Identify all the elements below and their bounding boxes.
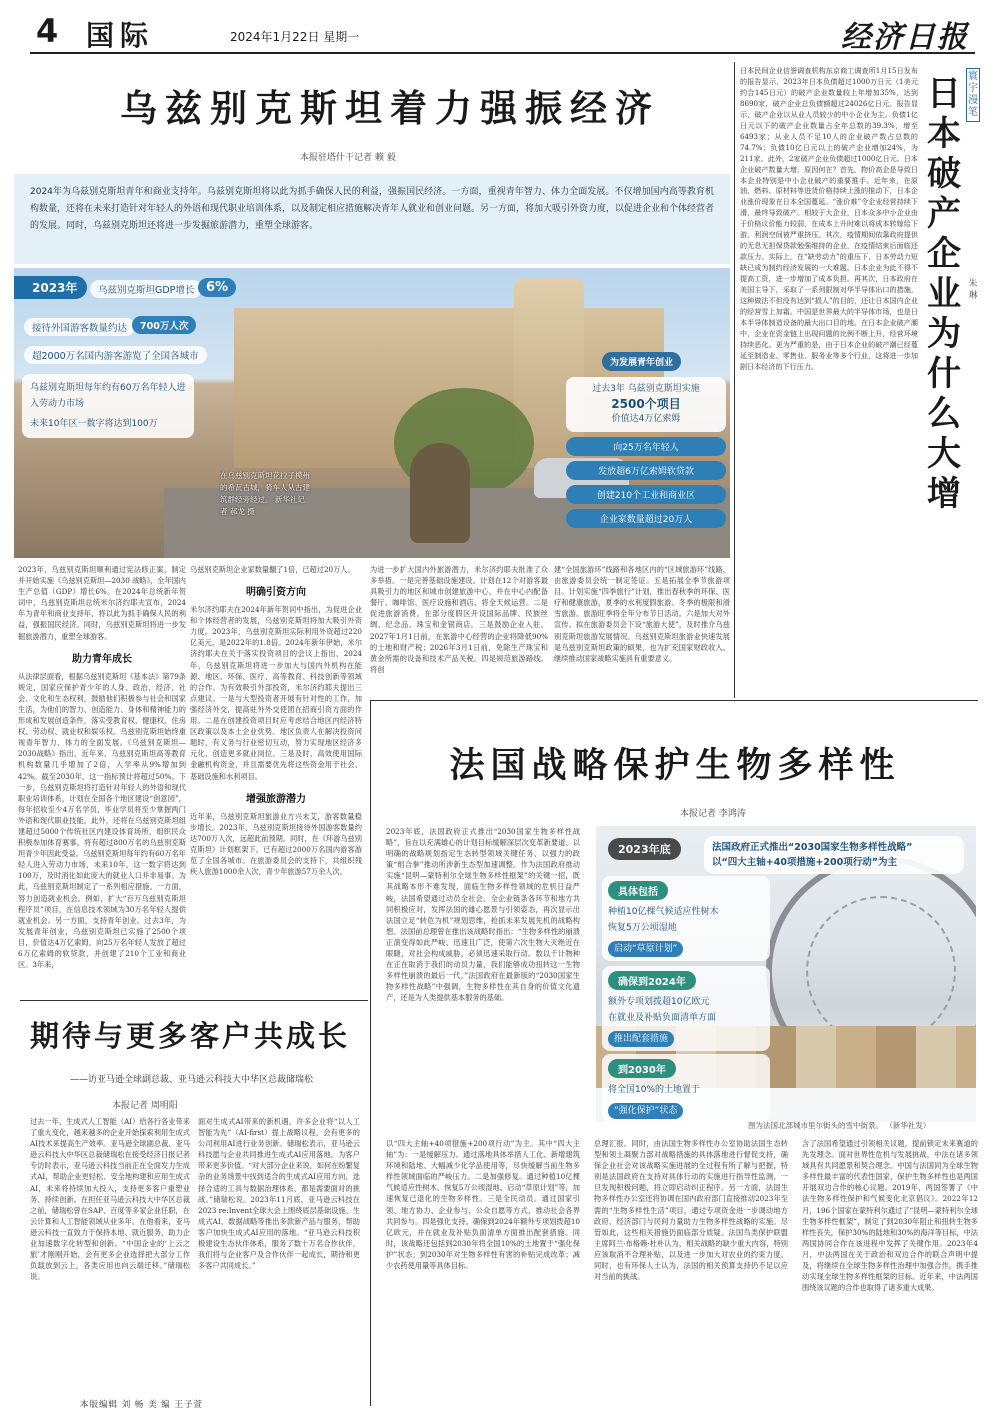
newspaper-logo: 经济日报 <box>841 20 969 55</box>
subheading-youth: 助力青年成长 <box>72 653 132 665</box>
industrial-zones: 创建210个工业和商业区 <box>566 485 726 504</box>
measure-grassland: 启动“草原计划” <box>608 941 683 957</box>
france-column-4 <box>802 1138 978 1410</box>
ferris-wheel-inner <box>806 896 956 1046</box>
section-divider <box>20 1000 368 1001</box>
page-footer-editors: 本版编辑 刘 畅 美 编 王子萱 <box>80 1400 204 1410</box>
goal-measures: 推出配套措施 <box>608 1031 674 1047</box>
goal-subsidy: 在就业及补贴负面清单方面 <box>608 1013 717 1023</box>
measure-wetlands: 恢复5万公顷湿地 <box>608 923 677 933</box>
youth-stat: 乌兹别克斯坦每年约有60万名年轻人进入劳动力市场 <box>30 383 186 409</box>
goal-2030-box <box>602 1054 770 1123</box>
paragraph: 乌兹别克斯坦企业家数量翻了1倍，已超过20万人。 <box>190 565 355 574</box>
japan-headline: 日本破产企业为什么大增 <box>927 74 961 514</box>
uzbekistan-column-2 <box>190 564 362 992</box>
year-badge: 2023年 <box>14 276 87 299</box>
gdp-label: 乌兹别克斯坦GDP增长 <box>90 280 202 298</box>
column-divider <box>734 62 735 698</box>
announce-line1: 法国政府正式推出“2030国家生物多样性战略” <box>712 842 913 853</box>
projects-line1: 过去3年 乌兹别克斯坦实施 <box>592 384 700 394</box>
amazon-byline: 本报记者 周明阳 <box>112 1101 178 1111</box>
japan-commentary-header <box>920 66 980 666</box>
uzbekistan-headline: 乌兹别克斯坦着力强振经济 <box>120 87 660 130</box>
column-divider <box>370 700 371 1406</box>
paragraph: 总理汇报。同时，由法国生物多样性办公室协助法国生态转型和领土凝聚力部对战略措施的具体落地进行督促支持，确保企业社会对该战略实施进展的全过程有所了解与把握，特别是法国政府在支持对具体行动的实施进行指导性监测，一旦发现积极问题，将立即启动纠正程序。另一方面，法国生物多样性办公室还将协调在国内政府部门直接推动2023年至需的“生物多样性生活”项目，通过专项资金进一步调动地方政府、经济部门与民间力量助力生物多样性战略的实施。尽管如此，这些相关措施仍面临部分质疑。法国鸟类保护联盟主席阿兰·布格赖·杜朴认为，相关战略的缺少重大内容，特别应该取消不合理补贴，以及进一步加大对农业的约束力度。同时，也有环保人士认为，法国的相关预算支持仍不足以应对当前的挑战。 <box>594 1139 788 1282</box>
paragraph: 从法律层面看，根据乌兹别克斯坦《基本法》第79条规定，国家应保护青少年的人身、政治、经济、社会、文化和生态权利，鼓励他们积极参与社会和国家生活，为他们的智力、创造能力、身体和精神能力的形成和发展创造条件，落实受教育权、健康权、住房权、劳动权、就业权和娱乐权。乌兹别克斯坦始终重视青年智力、体力的全面发展。《乌兹别克斯坦—2030战略》指出，近年来，乌兹别克斯坦高等教育机构数量几乎增加了2倍，入学率从9%增加到42%。截至2030年，这一指标预计将超过50%。下一步，乌兹别克斯坦将打造针对年轻人的外语和现代职业培训体系，计划在全国各个地区建设“创意园”，每年招收至少4万名学员，毕业学员将至少掌握两门外语和现代职业技能。此外，还将在乌兹别克斯坦组建超过5000个传统社区内建设体育场所，组织民众积极参加体育赛事，将有超过800万名的乌兹别克斯坦青少年因此受益。乌兹别克斯坦每年约有60万名年轻人进入劳动力市场，未来10年，这一数字将达到100万，及时消化如此庞大的就业人口并非易事。为此，乌兹别克斯坦制定了一系列相应措施。一方面，努力创造就业机会。例如，扩大“百万乌兹别克斯坦程序员”项目，在信息技术领域为30万名年轻人提供就业机会。另一方面，支持青年创业。过去3年，为发展青年创业，乌兹别克斯坦已实施了2500个项目，价值达4万亿索姆，向25万名年轻人发放了超过6万亿索姆的软贷款，并创建了210个工业和商业区。3年来， <box>18 671 186 970</box>
future-stat: 未来10年区一数字将达到100万 <box>30 419 158 429</box>
announce-line2: 以“四大主轴+40项措施+200项行动”为主 <box>712 857 897 868</box>
column-tag: 寰宇漫笔 <box>966 68 980 122</box>
japan-author: 朱琳 <box>968 279 978 301</box>
projects-line2: 2500个项目 <box>611 397 681 411</box>
panel-heading: 为发展青年创业 <box>602 352 681 371</box>
amazon-headline: 期待与更多客户共成长 <box>30 1019 351 1053</box>
paragraph: 以“四大主轴+40项措施+200项行动”为主。其中“四大主轴”为：一是缓解压力。通过落地具体举措人工化、新增建筑环境和陆地、大幅减少化学品使用等，尽快缓解当前生物多样性领域面临的严峻压力。二是加强修复。通过种植10亿棵气候适应性树木、恢复5万公顷湿地、启动“草原计划”等，加速恢复已退化的生物多样性。三是全民动员。通过国家引领、地方协力、企业参与、公众自愿等方式，推动社会各界共同参与。四是强化支持。确保到2024年额外专项划拨超10亿欧元，并在就业及补贴负面清单方面推出配套措施。同时，该战略还包括到2030年将全国10%的土地置于“强化保护”状态；到2030年对生物多样性有害的补贴完成改革；减少农药使用量等具体目标。 <box>386 1139 580 1271</box>
cyclist <box>410 443 470 543</box>
uzbekistan-column-3 <box>370 564 548 696</box>
loan-amount: 发放超6万亿索姆软贷款 <box>566 461 726 480</box>
tourists-value: 700万人次 <box>132 316 196 334</box>
section-title: 国际 <box>86 19 155 52</box>
section-divider <box>370 700 978 701</box>
box-heading: 确保到2024年 <box>608 971 696 990</box>
france-column-1 <box>386 826 580 1130</box>
photo-caption: 在乌兹别克斯坦花拉子模州的希瓦古城，骑车人从古建筑群经旁经过。 新华社记者 郝龙 摄 <box>220 471 310 516</box>
paragraph: 近年来，乌兹别克斯坦旅游业方兴未艾，游客数量稳步增长。2023年，乌兹别克斯坦接待外国游客数量约达700万人次，远超此前预期。同时，在《环游乌兹别克斯坦》计划框架下，已有超过2000万名国内游客游览了全国各城市。在旅游委员会的支持下，共组织残疾人旅游1000余人次，青少年旅游57万余人次。 <box>190 811 362 877</box>
projects-box <box>566 377 726 432</box>
france-column-3 <box>594 1138 788 1410</box>
box-heading: 具体包括 <box>608 881 668 900</box>
paragraph: 2023年，乌兹别克斯坦顺利通过宪法修正案，制定并开始实施《乌兹别克斯坦—2030 战略》，全年国内生产总值（GDP）增长6%。在2024年总统新年贺词中，乌兹别克斯坦总统米尔济约耶夫宣布，2024年为青年和商业支持年，将以此为抓手确保人民的利益，强振国民经济。同时，乌兹别克斯坦将进一步发掘旅游潜力，重塑全球游客。 <box>18 565 186 641</box>
youth-entrepreneurship-panel <box>566 350 726 550</box>
paragraph: 米尔济约耶夫在2024年新年贺词中指出，为促进企业和个体经营者的发展，乌兹别克斯坦将加大吸引外资力度。2023年，乌兹别克斯坦实际利用外资超过220亿美元，是2022年的1.8倍。2024年新年伊始，米尔济约耶夫在关于落实投资项目的会议上指出，2024年，乌兹别克斯坦将进一步加大与国内外机构在能源、地区、环保、医疗、高等教育、科技创新等领域的合作。为有效吸引外部投资，米尔济约耶夫提出三点建议。一是与大型投资者开展有针对性的工作，加强经济外交，提高驻外外交使团在招商引资方面的作用。二是在创建投资项目时应考虑结合地区内经济特区政策以及本土企业优势。地区负责人在解决投资问题时，有义务与行业密切互动，努力实现地区经济多元化，创造更多就业岗位。三是及时、高效使用国际金融机构资金，并且需要优先将这些资金用于社会、基础设施和水利项目。 <box>190 605 362 781</box>
domestic-tourists: 超2000万名国内游客游览了全国各城市 <box>24 346 207 364</box>
photo-caption: 图为法国北部城市里尔街头的雪中街景。 （新华社发） <box>748 1121 931 1130</box>
goal-2024-box <box>602 966 770 1051</box>
box-heading: 到2030年 <box>608 1059 676 1078</box>
entrepreneurs-count: 企业家数量超过20万人 <box>566 509 726 528</box>
strategy-announcement <box>704 836 964 874</box>
youth-box <box>22 374 194 438</box>
paragraph: 2023年底，法国政府正式推出“2030国家生物多样性战略”，旨在以充满雄心的计划目标缓解深层次变革新要道、以明确的战略规划指定生态转型领域关键任务、以强力的政策“组合拳”推动所涉新生态型加速调整。作为法国政府推动实施“昆明—蒙特利尔全球生物多样性框架”的关键一招，既其战略本形不难发现，面临生物多样性领域的危机日益严峻，法国希望通过动员全社会、全企业链条各环节和地方共同积极应对，发挥法国的雄心愿景与引领姿态，再次显示出法国立足“转危为机”规划思维，抢抓未来发展先机的战略构想。法国前总理曾在推出该战略时指出：“生物多样性的崩溃正演变得如此严峻、迅速且广泛，使第六次生物大灭绝近在眼睫，对社会构成威胁，必须迅速采取行动。数以千计物种在正在取消于我们的动员力量，我们能够成功扭转这一生物多样性崩溃的最后一代。”法国政府在最新版的“2030国家生物多样性战略”中强调，生物多样性在其自身的价值文化遗产，还是为人类提供基本服务的基础。 <box>386 827 580 1003</box>
uzbekistan-lead: 2024年为乌兹别克斯坦青年和商业支持年。乌兹别克斯坦将以此为抓手确保人民的利益，强振国民经济。一方面，重视青年智力、体力全面发展。不仅增加国内高等教育机构数量，还将在未来打造针对年轻人的外语和现代职业培训体系，以及制定相应措施解决青年人就业和创业问题。另一方面，将加大吸引外资力度，以促进企业和个体经营者的发展。同时，乌兹别克斯坦还将进一步发掘旅游潜力，重塑全球游客。 <box>14 174 730 264</box>
paragraph: 过去一年，生成式人工智能（AI）给各行各业带来了重大变化，越来越多的企业开始探索利用生成式AI技术来提高生产效率。亚马逊全球副总裁、亚马逊云科技大中华区总裁储瑞松在接受经济日报记者专访时表示，亚马逊云科技当前正在全面发力生成式AI，帮助企业更轻松、安全地构建和应用生成式AI，未来将持续加大投入，支持更多客户重塑业务、持续创新。在担任亚马逊云科技大中华区总裁之前，储瑞松曾在SAP、百度等多家企业任职，在云计算和人工智能领域从业多年。在他看来，亚马逊云科技一直致力于保持本地、就近服务，助力企业加速数字化转型和创新。“中国企业的‘上云之旅’才刚刚开始，会有更多企业选择把大部分工作负载放到云上，各类应用也向云端迁移。”储瑞松说。 <box>30 1117 190 1282</box>
japan-commentary-text <box>740 66 918 686</box>
year-badge: 2023年底 <box>608 838 681 860</box>
france-headline: 法国战略保护生物多样性 <box>449 746 901 786</box>
uzbekistan-column-1 <box>18 564 186 992</box>
uzbekistan-byline: 本报驻塔什干记者 赖 毅 <box>300 153 396 163</box>
paragraph: 为进一步扩大国内外旅游潜力，米尔济约耶夫批准了众多举措。一是完善基础设施建设。计划在12个对游客最具吸引力的地区和城市创建旅游中心，并在中心内配备餐厅、咖啡馆、医疗设施和酒店，将全天候运营。二是促进旅游消费。在部分度假区开设国际品牌、民族丝绸、纪念品、珠宝和金银商店。三是鼓励企业入驻。2027年1月1日前，在旅游中心经营的企业将降低90%的土地和财产税；2026年3月1日前，免除生产珠宝和黄金所需的设备和技术产品关税。四是规范旅游路线。将创 <box>370 565 548 674</box>
france-byline: 本报记者 李鸿涛 <box>680 809 746 819</box>
uzbekistan-column-4 <box>554 564 730 696</box>
amazon-subtitle: ——访亚马逊全球副总裁、亚马逊云科技大中华区总裁储瑞松 <box>70 1075 314 1085</box>
subheading-investment: 明确引资方向 <box>246 587 306 599</box>
page-header <box>30 10 975 54</box>
tourists-label: 接待外国游客数量约达 <box>24 318 135 336</box>
france-column-2 <box>386 1138 580 1410</box>
paragraph: 含了法国希望通过引领相关议题，提前锁定未来赛道的先发理念。面对世界性危机与发展挑战，中法在诸多领域具有共同愿景和契合理念。中国与法国同为全球生物多样性最丰富的代表性国家，保护生物多样性也是两国开展双边合作的核心议题。2019年，两国签署了《中法生物多样性保护和气候变化北京倡议》。2022年12月，196个国家在蒙特利尔通过了“昆明—蒙特利尔全球生物多样性框架”，制定了到2030年阻止和扭转生物多样性丧失，保护30%的陆地和30%的海洋等目标，中法两国协同合作在该进程中发挥了关键作用。2023年4月，中法两国在关于政治和双边合作的联合声明中提及，将继续在全球生物多样性治理中加强合作，携手推动实现全球生物多样性框架的目标。近年来，中法两国围绕该议题的合作也取得了诸多重大成果。 <box>802 1139 978 1293</box>
issue-date: 2024年1月22日 星期一 <box>230 30 360 44</box>
amazon-column-2 <box>198 1116 360 1400</box>
page-number: 4 <box>36 12 59 50</box>
paragraph: 面对生成式AI带来的新机遇，许多企业将“以人工智能为先”（AI-first）提上战略议程，会有更多的公司利用AI进行业务创新。储瑞松表示，亚马逊云科技愿与企业共同推进生成式AI应用落地，为客户带来更多价值。“对大部分企业来说，如何在纷繁复杂的业务场景中找到适合的生成式AI应用方向，选择合适的工具与数据治理体系，都是需要面对的挑战。”储瑞松说。2023年11月底，亚马逊云科技在2023 re:Invent全球大会上围绕底层基础设施、生成式AI、数据战略等推出多款新产品与服务，帮助客户加快生成式AI应用的落地。“亚马逊云科技积极建设生态伙伴体系，服务了数十万名合作伙伴，我们将与企业客户及合作伙伴一起成长，期待和更多客户共同成长。” <box>198 1117 360 1271</box>
specific-measures-box <box>602 876 770 961</box>
goal-protection: “强化保护”状态 <box>608 1103 683 1119</box>
subheading-tourism: 增强旅游潜力 <box>246 793 306 805</box>
paragraph: 日本民间企业信誉调查机构东京商工调查所1月15日发布的报告显示，2023年日本负债超过1000万日元（1美元约合145日元）的破产企业数量较上年增加35%，达到8690家，破产企业总负债额超过24026亿日元。报告显示，破产企业以从业人员较少的中小企业为主。负债1亿日元以下的破产企业数量占全年总数的39.3%，增至6493家；从业人员不足10人的企业破产数占总数的74.7%；负债10亿日元以上的破产企业增加24%，为211家。此外，2家破产企业负债超过1000亿日元。日本企业破产数量大增，原因何在？首先，物价高企是导致日本企业特别是中小企业破产的重要推手。近年来，在原油、燃料、原材料等进货价格持续上涨的推动下，日本企业涨价现象在日本全国蔓延。“涨价难”令企业经营持续下滑，最终导致破产。相较于大企业，日本众多中小企业由于价格议价能力较弱，在成本上升时难以将成本转嫁给下游，利润空间被严重挤压。其次，疫情期间依靠政府提供的无息无担保贷款勉强维持的企业，在疫情结束后面临还款压力。实际上，在“缺劳动力”的重压下，日本劳动力短缺已成为制约经济发展的一大难题。日本企业为此不得不提高工资，进一步增加了成本负担。再其次，日本政府在美国主导下，采取了一系列限制对华半导体出口的措施，这种做法不但没有达到“损人”的目的，还让日本国内企业的经营雪上加霜。中国是世界最大的半导体市场，也是日本半导体制造设备的最大出口目的地。在日本企业破产潮中，企业在资金链上出现问题的比例不断上升，经营环境持续恶化。更为严重的是，由于日本企业的破产潮已经蔓延至制造业、零售业、服务业等多个行业，这将进一步加剧日本经济的下行压力。 <box>740 66 918 371</box>
loan-recipients: 向25万名年轻人 <box>566 437 726 456</box>
paragraph: 建“全国旅游环”线路和各地区内的“区域旅游环”线路，由旅游委员会统一制定签证。五是拓展全季节旅游项目。计划实施“四季旅行”计划，推出春秋季的环保、医疗和健康旅游，夏季的水利度假旅游、冬季的极限和滑雪旅游。旅游旺季将全年分布节日活动。六是加大对外宣传。拟在旅游委员会下设“旅游大使”，及时推介乌兹别克斯坦旅游发展情况。乌兹别克斯坦旅游业快速发展是乌兹别克斯坦政策的硕果，也为扩充国家财政收入、继续推动国家战略实施具有重要意义。 <box>554 565 730 663</box>
projects-line3: 价值达4万亿索姆 <box>611 414 681 424</box>
goal-funding: 额外专项划拨超10亿欧元 <box>608 997 710 1007</box>
gdp-value: 6% <box>198 278 236 297</box>
goal-land: 将全国10%的土地置于 <box>608 1085 701 1095</box>
amazon-column-1 <box>30 1116 190 1400</box>
measure-trees: 种植10亿棵气候适应性树木 <box>608 907 719 917</box>
